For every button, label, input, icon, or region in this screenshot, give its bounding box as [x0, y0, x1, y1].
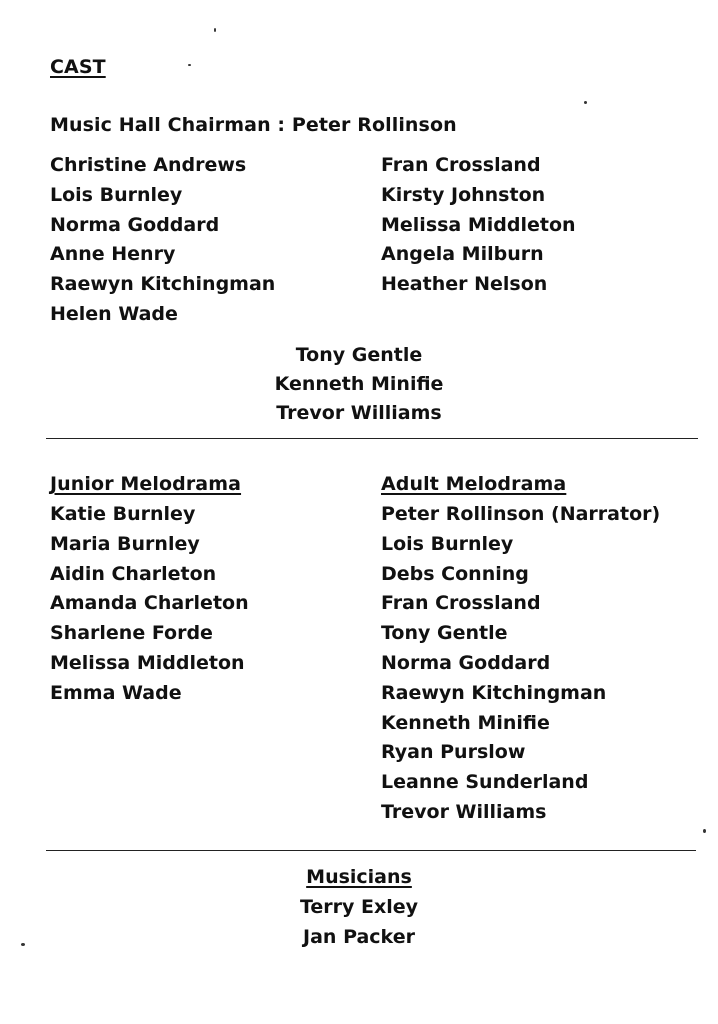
divider [46, 850, 696, 851]
scan-speck [21, 943, 25, 946]
scan-speck [703, 829, 706, 833]
adult-member: Kenneth Minifie [381, 711, 550, 734]
junior-member: Aidin Charleton [50, 562, 217, 585]
cast-member: Lois Burnley [50, 183, 183, 206]
junior-member: Maria Burnley [50, 532, 200, 555]
adult-member: Fran Crossland [381, 592, 541, 615]
cast-member: Helen Wade [50, 302, 178, 325]
musicians-title: Musicians [306, 866, 412, 888]
cast-left-column [50, 154, 275, 333]
musician-member: Jan Packer [303, 926, 415, 948]
junior-melodrama-list [50, 503, 249, 712]
junior-member: Sharlene Forde [50, 622, 213, 645]
adult-member: Peter Rollinson (Narrator) [381, 503, 661, 525]
chairman-line: Music Hall Chairman : Peter Rollinson [50, 114, 457, 136]
cast-member: Raewyn Kitchingman [50, 273, 276, 296]
cast-center-member: Kenneth Minifie [274, 373, 444, 395]
cast-member: Norma Goddard [50, 213, 220, 236]
divider [46, 438, 698, 439]
junior-member: Melissa Middleton [50, 651, 245, 674]
cast-member: Fran Crossland [381, 154, 541, 176]
cast-heading: CAST [50, 56, 106, 78]
cast-member: Melissa Middleton [381, 213, 576, 236]
adult-member: Leanne Sunderland [381, 771, 589, 794]
musician-member: Terry Exley [299, 896, 419, 918]
cast-member: Angela Milburn [381, 243, 544, 266]
cast-member: Anne Henry [50, 243, 176, 266]
adult-member: Tony Gentle [381, 622, 508, 645]
junior-member: Amanda Charleton [50, 592, 249, 615]
adult-member: Ryan Purslow [381, 741, 526, 764]
junior-member: Emma Wade [50, 681, 182, 704]
adult-member: Trevor Williams [381, 800, 547, 823]
scan-speck [188, 64, 191, 66]
adult-melodrama-list [381, 503, 660, 831]
cast-member: Christine Andrews [50, 154, 247, 176]
cast-member: Heather Nelson [381, 273, 548, 296]
adult-member: Debs Conning [381, 562, 529, 585]
cast-center-member: Trevor Williams [276, 402, 442, 424]
scan-speck [584, 101, 587, 104]
junior-member: Katie Burnley [50, 503, 196, 525]
cast-right-column [381, 154, 576, 303]
scan-speck [214, 28, 216, 32]
adult-member: Lois Burnley [381, 532, 514, 555]
adult-melodrama-title: Adult Melodrama [381, 473, 567, 495]
adult-member: Norma Goddard [381, 651, 551, 674]
junior-melodrama-title: Junior Melodrama [50, 473, 242, 495]
adult-member: Raewyn Kitchingman [381, 681, 607, 704]
cast-center-member: Tony Gentle [295, 344, 423, 366]
cast-member: Kirsty Johnston [381, 183, 546, 206]
